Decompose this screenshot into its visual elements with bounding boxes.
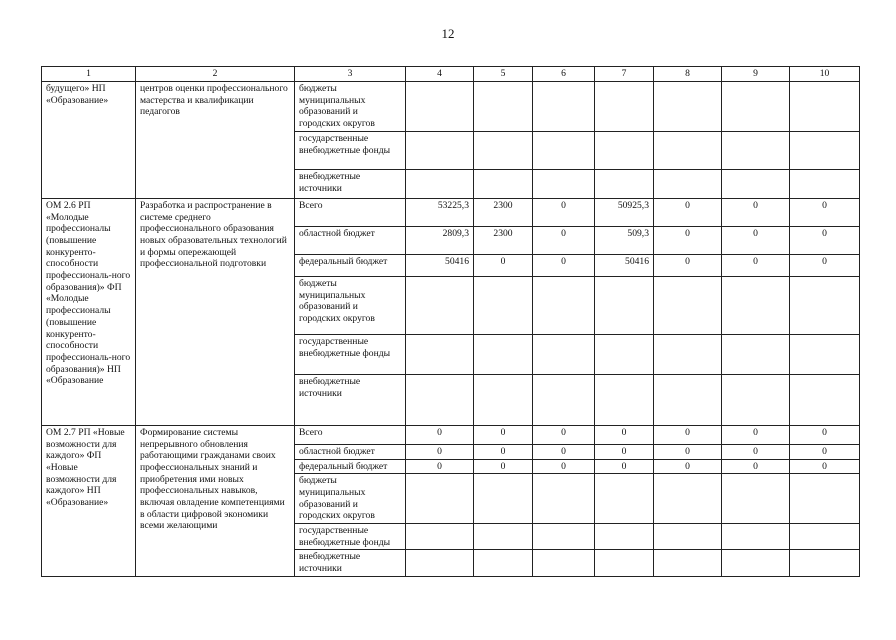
- funding-source-cell: государственные внебюджетные фонды: [295, 131, 406, 169]
- header-row: [42, 67, 860, 82]
- value-cell: [722, 82, 790, 132]
- header-cell: 6: [533, 67, 595, 82]
- value-cell: [533, 374, 595, 425]
- value-cell: [654, 82, 722, 132]
- header-cell: 2: [136, 67, 295, 82]
- value-cell: [722, 524, 790, 550]
- value-cell: [722, 169, 790, 198]
- header-cell: 3: [295, 67, 406, 82]
- value-cell: 0: [654, 425, 722, 444]
- funding-source-cell: федеральный бюджет: [295, 254, 406, 276]
- measure-name-cell: ОМ 2.6 РП «Молодые профессионалы (повышение конкуренто-способности профессиональ-ного образования)» ФП «Молодые профессионалы (повышение конкуренто-способности профессиональ-ного образования)» НП «Образование: [42, 198, 136, 425]
- value-cell: [790, 334, 860, 374]
- value-cell: 0: [533, 425, 595, 444]
- value-cell: [722, 550, 790, 576]
- header-cell: 9: [722, 67, 790, 82]
- value-cell: 0: [654, 444, 722, 459]
- value-cell: [474, 374, 533, 425]
- header-cell: 7: [595, 67, 654, 82]
- value-cell: [474, 474, 533, 524]
- value-cell: [474, 334, 533, 374]
- value-cell: [654, 334, 722, 374]
- value-cell: 0: [790, 425, 860, 444]
- value-cell: [406, 524, 474, 550]
- value-cell: [474, 169, 533, 198]
- value-cell: [474, 276, 533, 334]
- value-cell: 0: [722, 444, 790, 459]
- measure-name-cell: будущего» НП «Образование»: [42, 82, 136, 199]
- funding-source-cell: внебюджетные источники: [295, 374, 406, 425]
- funding-source-cell: бюджеты муниципальных образований и городских округов: [295, 474, 406, 524]
- value-cell: 0: [790, 226, 860, 254]
- value-cell: 0: [406, 459, 474, 474]
- value-cell: 0: [722, 198, 790, 226]
- value-cell: [790, 374, 860, 425]
- value-cell: 0: [474, 254, 533, 276]
- value-cell: [474, 131, 533, 169]
- value-cell: 0: [790, 459, 860, 474]
- header-cell: 10: [790, 67, 860, 82]
- value-cell: [790, 131, 860, 169]
- value-cell: [654, 524, 722, 550]
- value-cell: [533, 82, 595, 132]
- value-cell: [406, 334, 474, 374]
- value-cell: [722, 334, 790, 374]
- value-cell: [654, 550, 722, 576]
- value-cell: [533, 334, 595, 374]
- value-cell: [790, 474, 860, 524]
- funding-source-cell: бюджеты муниципальных образований и городских округов: [295, 276, 406, 334]
- value-cell: 0: [474, 444, 533, 459]
- value-cell: [533, 276, 595, 334]
- funding-source-cell: государственные внебюджетные фонды: [295, 334, 406, 374]
- value-cell: 0: [533, 444, 595, 459]
- header-cell: 1: [42, 67, 136, 82]
- value-cell: 0: [533, 254, 595, 276]
- value-cell: [406, 131, 474, 169]
- value-cell: 0: [790, 444, 860, 459]
- value-cell: [595, 169, 654, 198]
- measure-name-cell: ОМ 2.7 РП «Новые возможности для каждого» ФП «Новые возможности для каждого» НП «Образование»: [42, 425, 136, 576]
- value-cell: [595, 524, 654, 550]
- value-cell: 0: [654, 226, 722, 254]
- value-cell: 0: [406, 425, 474, 444]
- table-row: [42, 425, 860, 444]
- value-cell: [533, 169, 595, 198]
- value-cell: [474, 82, 533, 132]
- page-number: 12: [441, 26, 455, 41]
- value-cell: 0: [595, 425, 654, 444]
- value-cell: 0: [722, 459, 790, 474]
- value-cell: [790, 169, 860, 198]
- value-cell: [722, 374, 790, 425]
- value-cell: [595, 276, 654, 334]
- value-cell: [654, 131, 722, 169]
- value-cell: 0: [722, 226, 790, 254]
- value-cell: 0: [533, 198, 595, 226]
- value-cell: 0: [790, 254, 860, 276]
- value-cell: [654, 276, 722, 334]
- value-cell: 509,3: [595, 226, 654, 254]
- header-cell: 4: [406, 67, 474, 82]
- value-cell: [654, 474, 722, 524]
- value-cell: 0: [474, 459, 533, 474]
- header-cell: 5: [474, 67, 533, 82]
- value-cell: 0: [654, 254, 722, 276]
- value-cell: 0: [722, 425, 790, 444]
- value-cell: 2300: [474, 226, 533, 254]
- value-cell: [406, 374, 474, 425]
- value-cell: [790, 82, 860, 132]
- value-cell: [406, 82, 474, 132]
- value-cell: 0: [654, 459, 722, 474]
- value-cell: [533, 474, 595, 524]
- value-cell: [654, 374, 722, 425]
- value-cell: 50416: [406, 254, 474, 276]
- funding-source-cell: областной бюджет: [295, 226, 406, 254]
- value-cell: [722, 276, 790, 334]
- value-cell: 0: [474, 425, 533, 444]
- value-cell: [790, 276, 860, 334]
- value-cell: [595, 550, 654, 576]
- funding-source-cell: Всего: [295, 198, 406, 226]
- funding-source-cell: внебюджетные источники: [295, 550, 406, 576]
- value-cell: 0: [722, 254, 790, 276]
- value-cell: 2809,3: [406, 226, 474, 254]
- value-cell: 0: [595, 444, 654, 459]
- value-cell: [722, 474, 790, 524]
- value-cell: [533, 131, 595, 169]
- value-cell: [595, 374, 654, 425]
- value-cell: [595, 334, 654, 374]
- funding-source-cell: Всего: [295, 425, 406, 444]
- value-cell: 0: [654, 198, 722, 226]
- value-cell: 50925,3: [595, 198, 654, 226]
- value-cell: [406, 474, 474, 524]
- table-row: [42, 82, 860, 132]
- value-cell: 0: [790, 198, 860, 226]
- value-cell: [595, 131, 654, 169]
- value-cell: [722, 131, 790, 169]
- value-cell: 53225,3: [406, 198, 474, 226]
- value-cell: [595, 82, 654, 132]
- value-cell: [790, 524, 860, 550]
- value-cell: 0: [533, 226, 595, 254]
- value-cell: 50416: [595, 254, 654, 276]
- funding-source-cell: бюджеты муниципальных образований и городских округов: [295, 82, 406, 132]
- measure-description-cell: Формирование системы непрерывного обновления работающими гражданами своих профессиональных знаний и приобретения ими новых профессиональных навыков, включая овладение компетенциями в области цифровой экономики всеми желающими: [136, 425, 295, 576]
- value-cell: [406, 169, 474, 198]
- value-cell: [790, 550, 860, 576]
- value-cell: [595, 474, 654, 524]
- value-cell: [654, 169, 722, 198]
- funding-source-cell: внебюджетные источники: [295, 169, 406, 198]
- header-cell: 8: [654, 67, 722, 82]
- value-cell: [474, 550, 533, 576]
- value-cell: 0: [533, 459, 595, 474]
- measure-description-cell: Разработка и распространение в системе среднего профессионального образования новых образовательных технологий и формы опережающей профессиональной подготовки: [136, 198, 295, 425]
- measure-description-cell: центров оценки профессионального мастерства и квалификации педагогов: [136, 82, 295, 199]
- value-cell: [533, 550, 595, 576]
- funding-source-cell: областной бюджет: [295, 444, 406, 459]
- value-cell: [474, 524, 533, 550]
- value-cell: [406, 276, 474, 334]
- value-cell: 0: [595, 459, 654, 474]
- value-cell: [406, 550, 474, 576]
- budget-table: [41, 66, 860, 577]
- funding-source-cell: федеральный бюджет: [295, 459, 406, 474]
- value-cell: 0: [406, 444, 474, 459]
- value-cell: [533, 524, 595, 550]
- table-row: [42, 198, 860, 226]
- value-cell: 2300: [474, 198, 533, 226]
- table-body: [42, 82, 860, 577]
- funding-source-cell: государственные внебюджетные фонды: [295, 524, 406, 550]
